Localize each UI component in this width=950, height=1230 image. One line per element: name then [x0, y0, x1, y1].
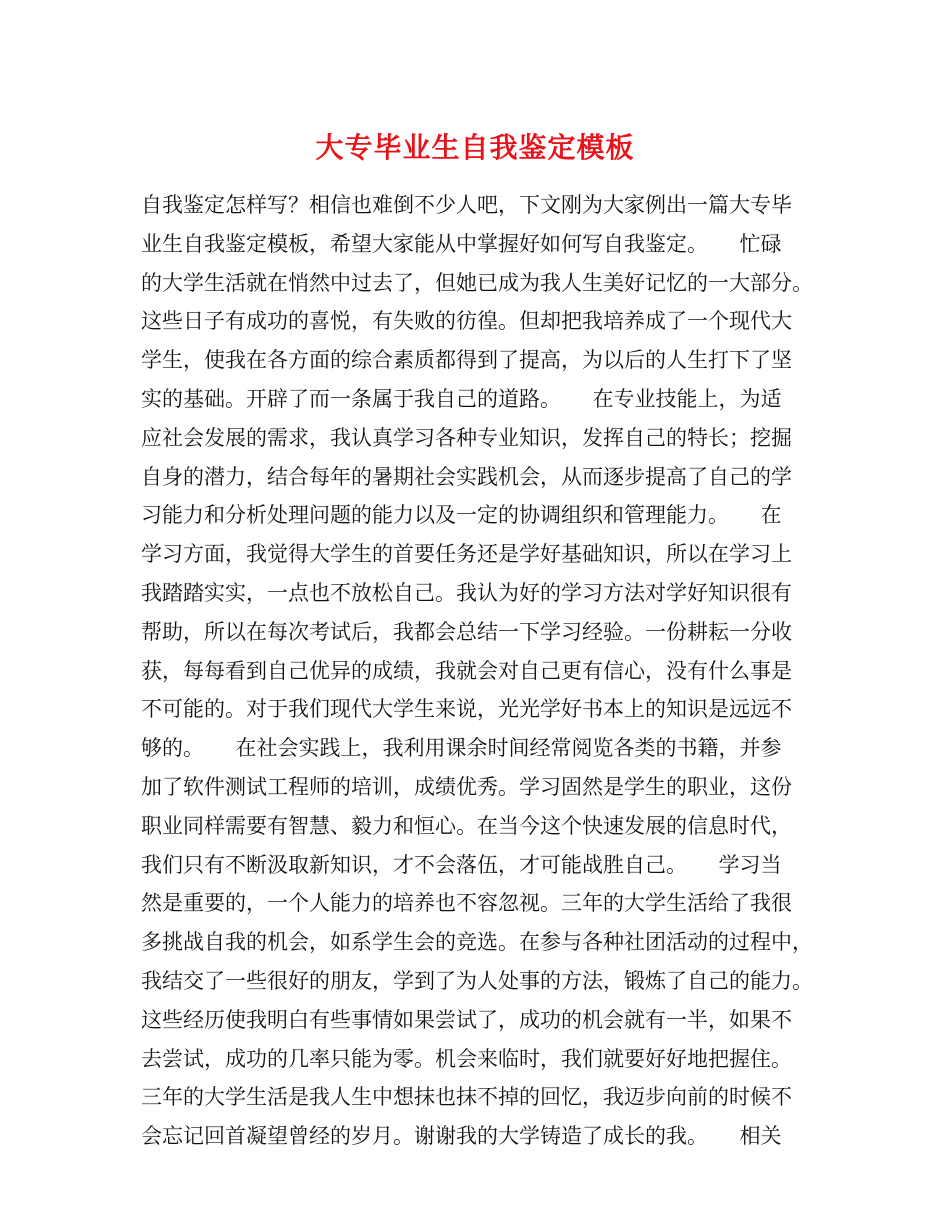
body-text-line: 我结交了一些很好的朋友，学到了为人处事的方法，锻炼了自己的能力。: [141, 968, 813, 993]
body-text-line: 我们只有不断汲取新知识，才不会落伍，才可能战胜自己。 学习当: [141, 852, 782, 877]
body-text-line: 会忘记回首凝望曾经的岁月。谢谢我的大学铸造了成长的我。 相关: [141, 1124, 782, 1149]
body-text-line: 这些经历使我明白有些事情如果尝试了，成功的机会就有一半，如果不: [141, 1007, 792, 1032]
body-text-line: 职业同样需要有智慧、毅力和恒心。在当今这个快速发展的信息时代，: [141, 813, 792, 838]
body-text-line: 三年的大学生活是我人生中想抹也抹不掉的回忆，我迈步向前的时候不: [141, 1085, 792, 1110]
body-text-line: 自身的潜力，结合每年的暑期社会实践机会，从而逐步提高了自己的学: [141, 464, 792, 489]
body-text-line: 自我鉴定怎样写？相信也难倒不少人吧，下文刚为大家例出一篇大专毕: [141, 193, 792, 217]
body-text-line: 应社会发展的需求，我认真学习各种专业知识，发挥自己的特长；挖掘: [141, 425, 792, 450]
document-title: 大专毕业生自我鉴定模板: [315, 131, 635, 164]
body-text-line: 学习方面，我觉得大学生的首要任务还是学好基础知识，所以在学习上: [141, 542, 792, 567]
body-text-line: 多挑战自我的机会，如系学生会的竞选。在参与各种社团活动的过程中，: [141, 930, 813, 955]
body-text-line: 加了软件测试工程师的培训，成绩优秀。学习固然是学生的职业，这份: [141, 774, 792, 799]
body-text-line: 习能力和分析处理问题的能力以及一定的协调组织和管理能力。 在: [141, 503, 782, 528]
body-text-line: 的大学生活就在悄然中过去了，但她已成为我人生美好记忆的一大部分。: [141, 270, 813, 295]
body-text-line: 获，每每看到自己优异的成绩，我就会对自己更有信心，没有什么事是: [141, 658, 792, 683]
body-text-line: 我踏踏实实，一点也不放松自己。我认为好的学习方法对学好知识很有: [141, 580, 792, 605]
body-text-line: 不可能的。对于我们现代大学生来说，光光学好书本上的知识是远远不: [141, 697, 792, 722]
body-text-line: 帮助，所以在每次考试后，我都会总结一下学习经验。一份耕耘一分收: [141, 619, 792, 644]
body-text-line: 去尝试，成功的几率只能为零。机会来临时，我们就要好好地把握住。: [141, 1046, 792, 1071]
body-text-line: 实的基础。开辟了而一条属于我自己的道路。 在专业技能上，为适: [141, 386, 782, 411]
body-text-line: 然是重要的，一个人能力的培养也不容忽视。三年的大学生活给了我很: [141, 891, 792, 916]
body-text-line: 业生自我鉴定模板，希望大家能从中掌握好如何写自我鉴定。 忙碌: [141, 231, 782, 256]
body-text-line: 够的。 在社会实践上，我利用课余时间经常阅览各类的书籍，并参: [141, 736, 782, 761]
body-text-line: 这些日子有成功的喜悦，有失败的彷徨。但却把我培养成了一个现代大: [141, 309, 792, 334]
document-body: [141, 186, 831, 1156]
body-text-line: 学生，使我在各方面的综合素质都得到了提高，为以后的人生打下了坚: [141, 348, 792, 373]
